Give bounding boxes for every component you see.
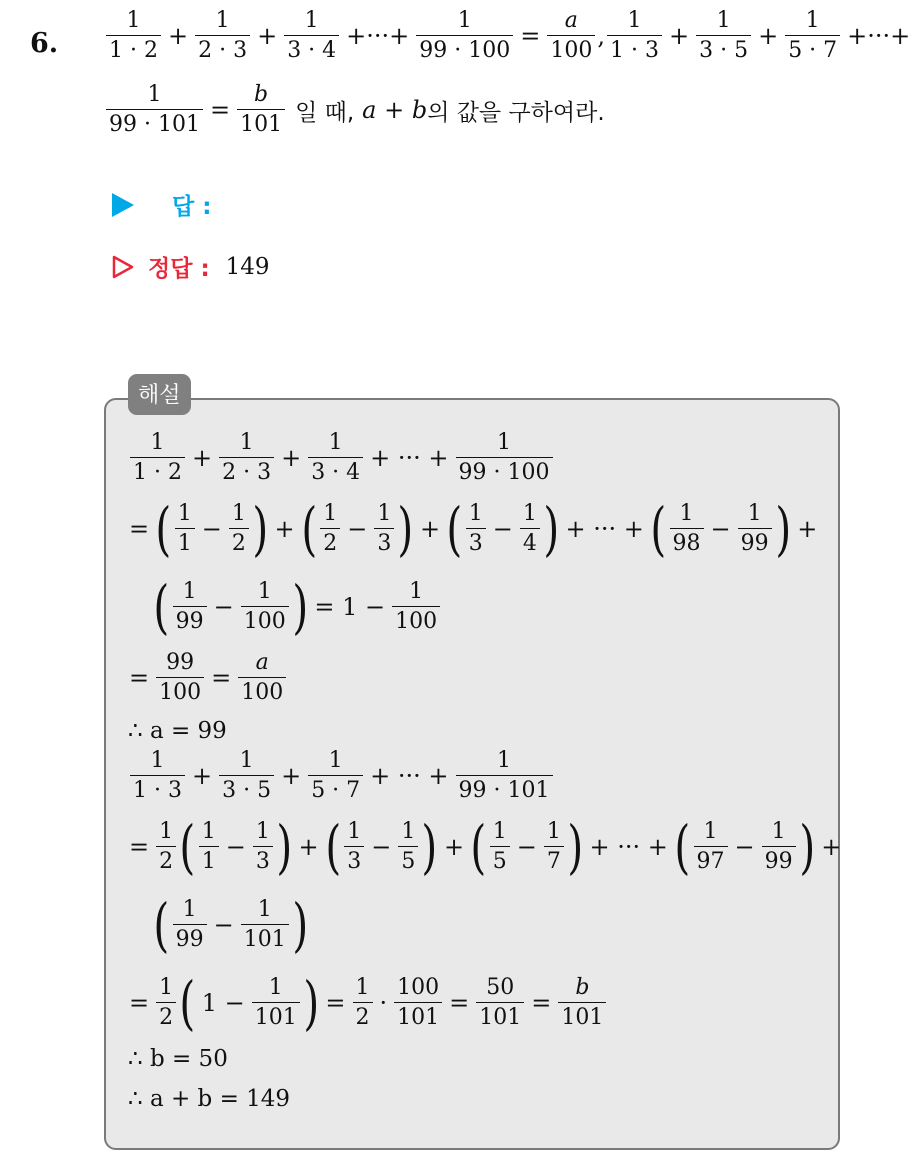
problem-expression: a + b (362, 96, 428, 124)
denominator: 101 (252, 1002, 300, 1029)
denominator: 1 (199, 846, 219, 873)
denominator: 3 · 4 (308, 457, 363, 484)
plus-sign: + (191, 444, 213, 472)
fraction (308, 432, 363, 484)
denominator: 3 (344, 846, 364, 873)
numerator: 1 (268, 975, 283, 1000)
denominator: 2 · 3 (219, 457, 274, 484)
one-minus: 1 − (201, 989, 245, 1017)
numerator: 1 (159, 975, 174, 1000)
denominator: 97 (694, 846, 728, 873)
problem-line-1 (104, 10, 915, 62)
equals-sign: = (129, 515, 150, 543)
left-paren: ( (179, 813, 196, 881)
numerator: 1 (323, 501, 338, 526)
fraction (252, 977, 300, 1029)
denominator: 1 · 2 (106, 35, 161, 62)
numerator: 1 (747, 501, 762, 526)
plus-sign: + (281, 762, 302, 790)
numerator: 1 (201, 819, 216, 844)
numerator: 1 (679, 501, 694, 526)
minus-sign: − (710, 515, 731, 543)
numerator: 1 (239, 430, 254, 455)
denominator: 3 (466, 528, 486, 555)
fraction (175, 503, 195, 555)
fraction (490, 821, 510, 873)
numerator: 1 (401, 819, 416, 844)
fraction (241, 899, 289, 951)
right-paren: ) (567, 813, 584, 881)
equals-sign: = (209, 96, 231, 124)
problem-text: 의 값을 구하여라. (427, 99, 605, 126)
right-paren: ) (775, 495, 791, 563)
numerator: 100 (397, 975, 440, 1000)
ellipsis-sum: + ··· + (565, 515, 644, 543)
fraction (544, 821, 564, 873)
fraction (237, 84, 285, 136)
denominator: 99 · 100 (456, 457, 553, 484)
ellipsis-sum: +···+ (346, 22, 410, 50)
denominator: 3 · 5 (219, 775, 274, 802)
plus-sign: + (444, 833, 465, 861)
plus-sign: + (191, 762, 213, 790)
ellipsis-sum: + ··· + (370, 762, 449, 790)
denominator: 3 (374, 528, 394, 555)
plus-sign: + (797, 515, 818, 543)
numerator: 1 (215, 8, 230, 33)
right-paren: ) (799, 813, 815, 881)
numerator: 1 (177, 501, 192, 526)
fraction (173, 899, 207, 951)
left-paren: ( (650, 495, 667, 563)
denominator: 4 (520, 528, 540, 555)
comma: , (597, 22, 605, 50)
numerator: 1 (347, 819, 362, 844)
numerator: 1 (150, 748, 165, 773)
numerator: 99 (166, 650, 195, 675)
fraction (229, 503, 249, 555)
minus-sign: − (516, 833, 537, 861)
plus-sign: + (274, 515, 295, 543)
left-paren: ( (153, 573, 170, 641)
equals-sign: = (129, 833, 150, 861)
denominator: 100 (156, 677, 204, 704)
fraction (106, 10, 161, 62)
denominator: 2 (156, 846, 176, 873)
minus-sign: − (225, 833, 246, 861)
equals-sign: = (129, 989, 150, 1017)
plus-sign: + (420, 515, 441, 543)
right-paren: ) (252, 495, 269, 563)
numerator: 1 (255, 819, 270, 844)
fraction (558, 977, 606, 1029)
equals-sign: = (129, 664, 150, 692)
denominator: 1 · 2 (130, 457, 185, 484)
equals-sign: = (325, 989, 346, 1017)
solution-line-3 (152, 573, 442, 641)
denominator: 5 (490, 846, 510, 873)
numerator: 1 (126, 8, 141, 33)
denominator: 2 (156, 1002, 176, 1029)
denominator: 99 (173, 924, 207, 951)
numerator: 1 (182, 579, 197, 604)
ellipsis-sum: + ··· + (370, 444, 449, 472)
numerator: 1 (546, 819, 561, 844)
denominator: 99 · 101 (106, 109, 203, 136)
equals-sign: = (211, 664, 232, 692)
left-paren: ( (470, 813, 487, 881)
denominator: 101 (241, 924, 289, 951)
numerator: 50 (486, 975, 515, 1000)
fraction (762, 821, 796, 873)
left-paren: ( (674, 813, 691, 881)
denominator: 99 (738, 528, 772, 555)
fraction (392, 581, 440, 633)
denominator: 100 (241, 606, 289, 633)
fraction (156, 652, 204, 704)
ellipsis-sum: +···+ (847, 22, 911, 50)
denominator: 101 (394, 1002, 442, 1029)
therefore-statement: ∴ b = 50 (128, 1046, 228, 1072)
equals-sign: = (449, 989, 470, 1017)
solution-line-10 (128, 1046, 228, 1072)
minus-sign: − (347, 515, 368, 543)
numerator: 1 (328, 748, 343, 773)
minus-sign: − (213, 911, 234, 939)
denominator: 99 · 100 (416, 35, 513, 62)
numerator: 1 (159, 819, 174, 844)
numerator: a (255, 650, 269, 675)
numerator: 1 (468, 501, 483, 526)
fraction (106, 84, 203, 136)
play-triangle-icon (112, 193, 134, 217)
denominator: 99 (762, 846, 796, 873)
solution-line-5 (128, 718, 227, 744)
numerator: b (575, 975, 590, 1000)
denominator: 7 (544, 846, 564, 873)
left-paren: ( (301, 495, 317, 563)
equals-expression: = 1 − (314, 593, 386, 621)
left-paren: ( (325, 813, 341, 881)
left-paren: ( (179, 969, 196, 1037)
fraction (466, 503, 486, 555)
therefore-statement: ∴ a + b = 149 (128, 1086, 291, 1112)
solution-line-8 (152, 891, 309, 959)
numerator: 1 (304, 8, 319, 33)
numerator: 1 (328, 430, 343, 455)
fraction (374, 503, 394, 555)
right-paren: ) (543, 495, 560, 563)
denominator: 2 (229, 528, 249, 555)
solution-line-2 (124, 495, 822, 563)
fraction (785, 10, 840, 62)
equals-sign: = (520, 22, 541, 50)
denominator: 99 (173, 606, 207, 633)
numerator: 1 (703, 819, 718, 844)
numerator: 1 (716, 8, 731, 33)
denominator: 1 (175, 528, 195, 555)
fraction (241, 581, 289, 633)
problem-number: 6. (30, 28, 59, 59)
numerator: 1 (771, 819, 786, 844)
plus-sign: + (167, 22, 189, 50)
fraction (320, 503, 340, 555)
numerator: 1 (231, 501, 246, 526)
correct-answer-label: 정답 : (148, 256, 210, 282)
therefore-statement: ∴ a = 99 (128, 718, 227, 744)
numerator: 1 (522, 501, 537, 526)
solution-line-4 (124, 652, 288, 704)
numerator: a (564, 8, 578, 33)
fraction (344, 821, 364, 873)
right-paren: ) (303, 969, 320, 1037)
fraction (219, 750, 274, 802)
numerator: 1 (492, 819, 507, 844)
fraction (547, 10, 595, 62)
fraction (156, 821, 176, 873)
right-paren: ) (292, 891, 308, 959)
numerator: b (254, 82, 269, 107)
denominator: 99 · 101 (456, 775, 553, 802)
fraction (696, 10, 751, 62)
fraction (670, 503, 704, 555)
denominator: 2 (353, 1002, 373, 1029)
denominator: 1 · 3 (607, 35, 662, 62)
fraction (607, 10, 662, 62)
minus-sign: − (492, 515, 513, 543)
plus-sign: + (821, 833, 842, 861)
answer-label: 답 : (172, 194, 212, 220)
denominator: 100 (392, 606, 440, 633)
problem-text: 일 때, (295, 99, 355, 126)
fraction (476, 977, 524, 1029)
numerator: 1 (239, 748, 254, 773)
fraction (353, 977, 373, 1029)
fraction (238, 652, 286, 704)
numerator: 1 (257, 897, 272, 922)
problem-line-2 (104, 84, 605, 136)
fraction (416, 10, 513, 62)
denominator: 101 (558, 1002, 606, 1029)
plus-sign: + (668, 22, 690, 50)
fraction (130, 750, 185, 802)
fraction (738, 503, 772, 555)
denominator: 1 · 3 (130, 775, 185, 802)
plus-sign: + (758, 22, 779, 50)
right-paren: ) (292, 573, 308, 641)
right-paren: ) (421, 813, 438, 881)
left-paren: ( (446, 495, 463, 563)
numerator: 1 (257, 579, 272, 604)
fraction (456, 750, 553, 802)
fraction (156, 977, 176, 1029)
answer-row (112, 188, 211, 221)
ellipsis-sum: + ··· + (589, 833, 668, 861)
fraction (219, 432, 274, 484)
denominator: 3 · 4 (284, 35, 339, 62)
fraction (199, 821, 219, 873)
denominator: 101 (237, 109, 285, 136)
numerator: 1 (150, 430, 165, 455)
denominator: 5 · 7 (785, 35, 840, 62)
left-paren: ( (153, 891, 170, 959)
fraction (456, 432, 553, 484)
numerator: 1 (409, 579, 424, 604)
minus-sign: − (734, 833, 755, 861)
solution-line-7 (124, 813, 846, 881)
numerator: 1 (147, 82, 162, 107)
left-paren: ( (155, 495, 172, 563)
minus-sign: − (213, 593, 234, 621)
denominator: 100 (238, 677, 286, 704)
fraction (398, 821, 418, 873)
numerator: 1 (627, 8, 642, 33)
denominator: 101 (476, 1002, 524, 1029)
minus-sign: − (201, 515, 222, 543)
denominator: 2 · 3 (195, 35, 250, 62)
fraction (284, 10, 339, 62)
minus-sign: − (371, 833, 392, 861)
numerator: 1 (355, 975, 370, 1000)
correct-answer-value: 149 (225, 253, 270, 280)
denominator: 100 (547, 35, 595, 62)
plus-sign: + (281, 444, 302, 472)
fraction (130, 432, 185, 484)
denominator: 2 (320, 528, 340, 555)
equals-sign: = (531, 989, 552, 1017)
fraction (394, 977, 442, 1029)
denominator: 5 (398, 846, 418, 873)
fraction (253, 821, 273, 873)
solution-line-9 (124, 969, 608, 1037)
numerator: 1 (377, 501, 392, 526)
numerator: 1 (457, 8, 472, 33)
fraction (195, 10, 250, 62)
solution-line-6 (128, 750, 555, 802)
denominator: 5 · 7 (308, 775, 363, 802)
numerator: 1 (497, 430, 512, 455)
denominator: 98 (670, 528, 704, 555)
fraction (173, 581, 207, 633)
multiply-dot: · (379, 989, 388, 1017)
right-paren: ) (397, 495, 414, 563)
denominator: 3 (253, 846, 273, 873)
outline-triangle-icon (112, 255, 134, 279)
solution-tag: 해설 (128, 374, 191, 415)
denominator: 3 · 5 (696, 35, 751, 62)
solution-line-11 (128, 1086, 290, 1112)
numerator: 1 (805, 8, 820, 33)
solution-line-1 (128, 432, 555, 484)
right-paren: ) (276, 813, 293, 881)
numerator: 1 (182, 897, 197, 922)
numerator: 1 (497, 748, 512, 773)
fraction (694, 821, 728, 873)
fraction (308, 750, 363, 802)
correct-answer-row (112, 250, 270, 283)
plus-sign: + (298, 833, 319, 861)
fraction (520, 503, 540, 555)
plus-sign: + (257, 22, 278, 50)
